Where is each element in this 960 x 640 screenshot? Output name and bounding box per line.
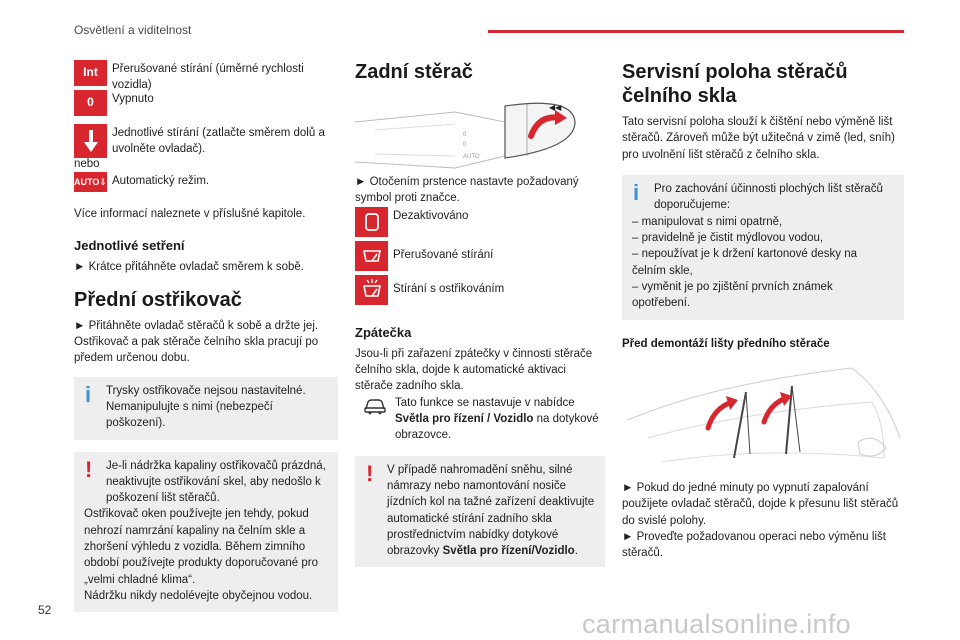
windshield-wipers-illustration — [622, 362, 904, 474]
blade-tip-4: – vyměnit je po zjištění prvních známek opotřebení. — [632, 280, 833, 310]
arrow-down-icon — [74, 124, 107, 158]
warning-line-1: Je-li nádržka kapaliny ostřikovačů prázdná, neaktivujte ostřikování skel, aby nedošlo k poškození lišt stěračů. — [106, 459, 326, 505]
service-step-1: ► Pokud do jedné minuty po vypnutí zapalování použijete ovladač stěračů, dojde k přesunu lišt stěračů do svislé polohy. — [622, 481, 899, 527]
auto-mode-icon: AUTO ⇩ — [74, 172, 107, 192]
info-icon: i — [633, 179, 640, 205]
page-number: 52 — [38, 603, 52, 617]
mode-auto-text: Automatický režim. — [112, 174, 210, 187]
warning-note-reservoir — [74, 452, 338, 613]
front-washer-heading: Přední ostřikovač — [74, 288, 242, 311]
front-washer-step: ► Přitáhněte ovladač stěračů k sobě a držte jej. Ostřikovač a pak stěrače čelního skla pracují po předem určenou dobu. — [74, 319, 319, 365]
mode-single-row — [74, 124, 338, 158]
mode-int-row — [74, 60, 338, 94]
rear-opt-wash-text: Stírání s ostřikováním — [393, 282, 505, 295]
rear-wiper-step: ► Otočením prstence nastavte požadovaný symbol proti značce. — [355, 176, 579, 205]
stalk-label-0-b: 0 — [463, 142, 467, 148]
reverse-note-bold: Světla pro řízení / Vozidlo — [395, 412, 534, 425]
reverse-setting-note — [355, 395, 605, 444]
rear-window-off-icon — [355, 207, 388, 237]
snow-warning-text: V případě nahromadění sněhu, silné námrazy nebo namontování nosiče jízdních kol na tažné zařízení deaktivujte automatické stírání zadního skla prostřednictvím nabídky dotykové obrazovky Světla pro řízení/Vozidlo. — [387, 463, 595, 558]
blade-tip-2: – pravidelně je čistit mýdlovou vodou, — [632, 231, 824, 244]
rear-washer-icon — [355, 275, 388, 305]
reverse-note-pre: Tato funkce se nastavuje v nabídce — [395, 396, 575, 409]
rear-wiper-icon — [355, 241, 388, 271]
service-step-2: ► Proveďte požadovanou operaci nebo výměnu lišt stěračů. — [622, 530, 886, 560]
svg-text:◀◀: ◀◀ — [549, 103, 562, 112]
rear-opt-int-row — [355, 241, 605, 271]
column-right — [622, 56, 904, 562]
mode-int-text: Přerušované stírání (úměrné rychlosti vozidla) — [112, 63, 304, 92]
mode-off-text: Vypnuto — [112, 92, 154, 105]
mode-off-row — [74, 90, 338, 116]
warning-line-2: Ostřikovač oken používejte jen tehdy, pokud nehrozí namrzání kapaliny na čelním skle a zhoršení výhledu z vozidla. Během zimního období používejte produkty doporučované pro „velmi chladné klima“. — [84, 508, 318, 586]
car-icon — [363, 397, 387, 420]
rear-opt-int-text: Přerušované stírání — [393, 248, 494, 261]
stalk-label-0-a: 0 — [463, 132, 467, 138]
section-title: Osvětlení a viditelnost — [74, 23, 192, 37]
off-mode-icon: 0 — [74, 90, 107, 116]
or-text: nebo — [74, 157, 100, 170]
column-middle — [355, 56, 605, 567]
reverse-note-post: na dotykové obrazovce. — [395, 412, 599, 442]
warning-icon: ! — [366, 460, 374, 486]
single-wipe-heading: Jednotlivé setření — [74, 238, 185, 254]
warning-icon: ! — [85, 456, 93, 482]
warning-line-3: Nádržku nikdy nedolévejte obyčejnou vodou. — [84, 590, 313, 603]
int-mode-icon: Int — [74, 60, 107, 86]
info-note-blades — [622, 175, 904, 320]
before-removal-heading: Před demontáží lišty předního stěrače — [622, 337, 830, 350]
mode-auto-row — [74, 172, 338, 192]
rear-wiper-stalk-illustration — [355, 92, 605, 172]
more-info-text: Více informací naleznete v příslušné kapitole. — [74, 207, 306, 220]
single-wipe-step: ► Krátce přitáhněte ovladač směrem k sobě. — [74, 261, 304, 274]
stalk-label-auto: AUTO — [463, 154, 480, 160]
rear-opt-off-text: Dezaktivováno — [393, 209, 469, 222]
rear-opt-wash-row — [355, 275, 605, 305]
reverse-heading: Zpátečka — [355, 324, 412, 340]
reverse-text: Jsou-li při zařazení zpátečky v činnosti stěrače čelního skla, dojde k automatické aktivaci stěrače zadního skla. — [355, 347, 593, 393]
warning-note-snow — [355, 456, 605, 568]
mode-single-text: Jednotlivé stírání (zatlačte směrem dolů a uvolněte ovladač). — [112, 126, 325, 155]
blade-tip-3: – nepoužívat je k držení kartonové desky na čelním skle, — [632, 248, 858, 277]
info-note-blades-text: Pro zachování účinnosti plochých lišt stěračů doporučujeme: — [654, 182, 883, 212]
info-note-text: Trysky ostřikovače nejsou nastavitelné. Nemanipulujte s nimi (nebezpečí poškození). — [106, 384, 306, 430]
rear-opt-off-row — [355, 207, 605, 237]
header-accent-bar — [488, 30, 904, 33]
service-position-text: Tato servisní poloha slouží k čištění nebo výměně lišt stěračů. Zároveň může být užitečná v zimě (led, sníh) pro uvolnění lišt stěračů z čelního skla. — [622, 116, 895, 161]
column-left — [74, 56, 338, 612]
watermark: carmanualsonline.info — [582, 609, 851, 639]
blade-tip-1: – manipulovat s nimi opatrně, — [632, 215, 783, 228]
service-position-heading: Servisní poloha stěračů čelního skla — [622, 61, 848, 107]
rear-wiper-heading: Zadní stěrač — [355, 61, 473, 83]
info-note-nozzles — [74, 377, 338, 440]
info-icon: i — [85, 381, 92, 407]
